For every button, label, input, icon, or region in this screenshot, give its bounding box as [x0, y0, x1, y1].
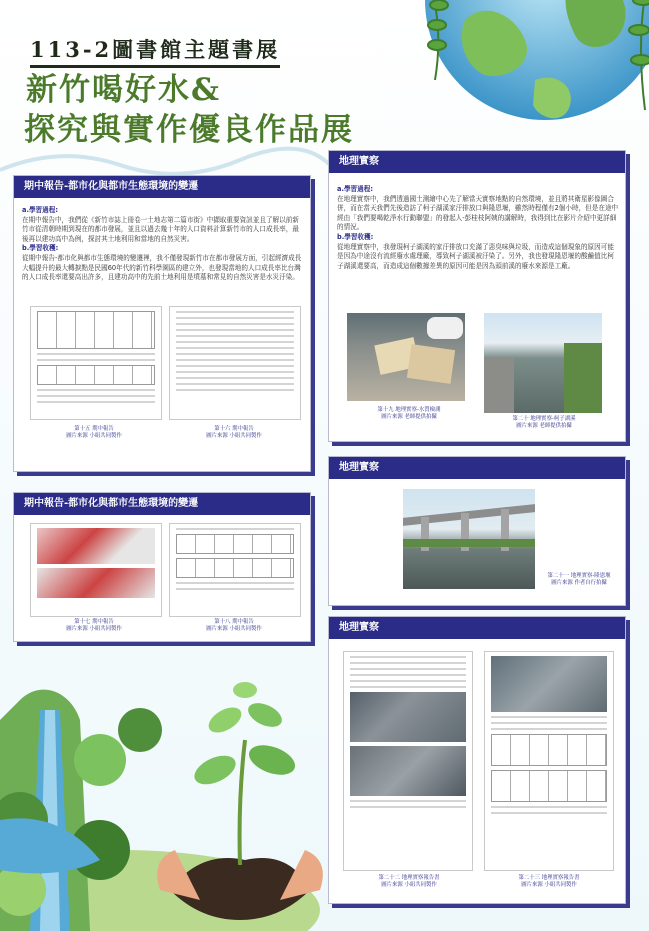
- section-b-heading: b.學習收穫:: [337, 232, 374, 241]
- report-page-image-left: [30, 306, 162, 420]
- section-a-text: 在期中報告中，我們從《新竹市誌上冊卷一土地志第二篇市街》中擷取重要資訊並且了解以前新竹市從清朝時期到現在的都市發展，並且以過去幾十年的人口資料計算新竹市的人口成長率，最後再以建功高中為例，探討其土地利用和當地的自然災害。: [22, 215, 299, 243]
- panel-field-study-1: [328, 150, 626, 442]
- panel-field-study-3: [328, 616, 626, 904]
- report-table-image: [169, 523, 301, 617]
- report-map-image: [30, 523, 162, 617]
- caption-right: 第十六 期中報告 圖片來源 小組共同製作: [206, 426, 262, 439]
- field-report-page-left: [343, 651, 473, 871]
- nature-seedling-illustration: [0, 620, 330, 931]
- panel-title: 地理實察: [329, 151, 625, 173]
- section-b-heading: b.學習收穫:: [22, 244, 59, 253]
- caption-right: 第二十 地理實察-柯子湖溪 圖片來源 老師提供拍攝: [512, 416, 576, 429]
- panel-title: 期中報告-都市化與都市生態環境的變遷: [14, 493, 310, 515]
- field-report-page-right: [484, 651, 614, 871]
- section-b-text: 從期中報告-都市化與都市生態環境的變遷裡，我不僅發現新竹市在都市發展方面，引起經濟成長大幅提升的最大轉捩點是民國60年代的新竹科學園區的建立外，也發現當地的人口成長率比台灣的人口成長率還要高出許多，且建功高中的先前土地利用是墳墓和常見的自然災害是水災汙染。: [22, 253, 302, 282]
- panel-title: 期中報告-都市化與都市生態環境的變遷: [14, 176, 310, 198]
- exhibition-subtitle: 113-2圖書館主題書展: [30, 34, 280, 68]
- panel-title: 地理實察: [329, 457, 625, 479]
- panel-midterm-report-1: [13, 175, 311, 472]
- earth-globe-illustration: [425, 0, 649, 145]
- water-test-photo: [347, 313, 465, 401]
- river-photo: [484, 313, 602, 413]
- section-a-text: 在地理實察中，我們透過國土測繪中心先了解當天實察地點的自然環境，並且將其衛星影像圖合併，而在當天我們先後造訪了柯子湖溪家汙排放口與隆恩堰，雖然時程僅有2個小時，但是在途中經由「我們要喝乾淨水行動聯盟」的發起人-彭桂枝阿姨的講解時，我得到比在影片介紹中更詳細的情況。: [337, 194, 619, 232]
- panel-body: [22, 206, 304, 283]
- bridge-photo: [403, 489, 535, 589]
- section-b-text: 從地理實察中，我發現柯子湖溪的家汙排放口充滿了惡臭味與垃圾，而造成這個現象的原因可能是因為中途沒有流經廢水處理廠，導致柯子湖溪被汙染了。另外，我也發現隆恩堰的酸鹼值比柯子湖溪還要高，而造成這個數據差異的原因可能是因為頭前溪的廢水來源是工廠。: [337, 242, 614, 270]
- caption-right: 第二十三 地理實察報告書 圖片來源 小組共同製作: [518, 875, 580, 888]
- report-page-image-right: [169, 306, 301, 420]
- panel-body: [337, 185, 619, 271]
- exhibition-title-line1: 新竹喝好水&: [26, 72, 221, 108]
- section-a-heading: a.學習過程:: [22, 206, 58, 214]
- exhibition-title-line2: 探究與實作優良作品展: [24, 112, 354, 148]
- panel-field-study-2: [328, 456, 626, 606]
- caption-left: 第十五 期中報告 圖片來源 小組共同製作: [66, 426, 122, 439]
- caption-left: 第十七 期中報告 圖片來源 小組共同製作: [66, 619, 122, 632]
- caption: 第二十一 地理實察-隆恩堰 圖片來源 作者自行拍攝: [547, 573, 611, 586]
- section-a-heading: a.學習過程:: [337, 185, 373, 193]
- panel-title: 地理實察: [329, 617, 625, 639]
- caption-left: 第十九 地理實察-水質檢測 圖片來源 老師提供拍攝: [377, 407, 441, 420]
- caption-left: 第二十二 地理實察報告書 圖片來源 小組共同製作: [378, 875, 440, 888]
- caption-right: 第十八 期中報告 圖片來源 小組共同製作: [206, 619, 262, 632]
